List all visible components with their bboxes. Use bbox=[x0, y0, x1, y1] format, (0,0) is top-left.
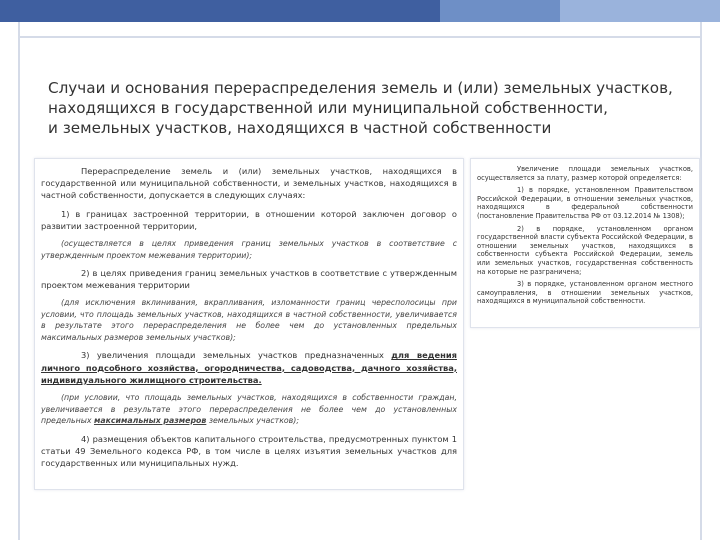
payment-item-3: 3) в порядке, установленном органом местного самоуправления, в отношении земельных участков, находящихся в муниципальной собственности. bbox=[477, 280, 693, 306]
title-line: Случаи и основания перераспределения земель и (или) земельных участков, bbox=[48, 79, 673, 97]
case-3-note bbox=[41, 392, 457, 427]
top-border-line bbox=[18, 36, 702, 38]
header-bar-accent-light bbox=[560, 0, 720, 22]
slide-title bbox=[48, 78, 688, 138]
left-border-line bbox=[18, 22, 20, 540]
case-2: 2) в целях приведения границ земельных участков в соответствие с утвержденным проектом межевания территории bbox=[41, 268, 457, 291]
case-3-purposes: для ведения личного подсобного хозяйства, огородничества, садоводства, дачного хозяйства, индивидуального жилищного строительства. bbox=[41, 350, 457, 385]
cases-panel bbox=[34, 158, 464, 490]
case-2-note: (для исключения вклинивания, вкрапливания, изломанности границ чересполосицы при условии, что площадь земельных участков, находящихся в частной собственности, увеличивается в результате этого перераспределения не более чем до установленных предельных максимальных размеров земельных участков); bbox=[41, 298, 457, 342]
case-3-text: 3) увеличения площади земельных участков предназначенных bbox=[81, 350, 384, 361]
title-line: и земельных участков, находящихся в частной собственности bbox=[48, 119, 552, 137]
case-4: 4) размещения объектов капитального строительства, предусмотренных пунктом 1 статьи 49 Земельного кодекса РФ, в том числе в целях изъятия земельных участков для государственных или муниципальных нужд. bbox=[41, 433, 457, 468]
payment-item-2: 2) в порядке, установленном органом государственной власти субъекта Российской Федерации, в отношении земельных участков, находящихся в собственности субъекта Российской Федерации, земель или земельных участков, государственная собственность на которые не разграничена; bbox=[477, 224, 693, 276]
case-3-note-end: земельных участков); bbox=[208, 416, 299, 426]
payment-item-1: 1) в порядке, установленном Правительством Российской Федерации, в отношении земельных участков, находящихся в федеральной собственности (постановление Правительства РФ от 03.12.2014 № 1308); bbox=[477, 186, 693, 220]
intro-paragraph: Перераспределение земель и (или) земельных участков, находящихся в государственной или муниципальной собственности, и земельных участков, находящихся в частной собственности, допускается в следующих случаях: bbox=[41, 166, 457, 201]
case-1-note: (осуществляется в целях приведения границ земельных участков в соответствие с утвержденным проектом межевания территории); bbox=[41, 239, 457, 260]
case-3-note-text: (при условии, что площадь земельных участков, находящихся в собственности граждан, увеличивается в результате этого перераспределения не более чем до установленных предельных bbox=[41, 393, 457, 426]
payment-panel bbox=[470, 158, 700, 328]
right-border-line bbox=[700, 22, 702, 540]
case-1: 1) в границах застроенной территории, в отношении которой заключен договор о развитии застроенной территории, bbox=[41, 208, 457, 231]
case-3-note-emphasis: максимальных размеров bbox=[93, 416, 207, 426]
payment-intro: Увеличение площади земельных участков, осуществляется за плату, размер которой определяется: bbox=[477, 165, 693, 182]
title-line: находящихся в государственной или муниципальной собственности, bbox=[48, 99, 608, 117]
case-3 bbox=[41, 349, 457, 386]
